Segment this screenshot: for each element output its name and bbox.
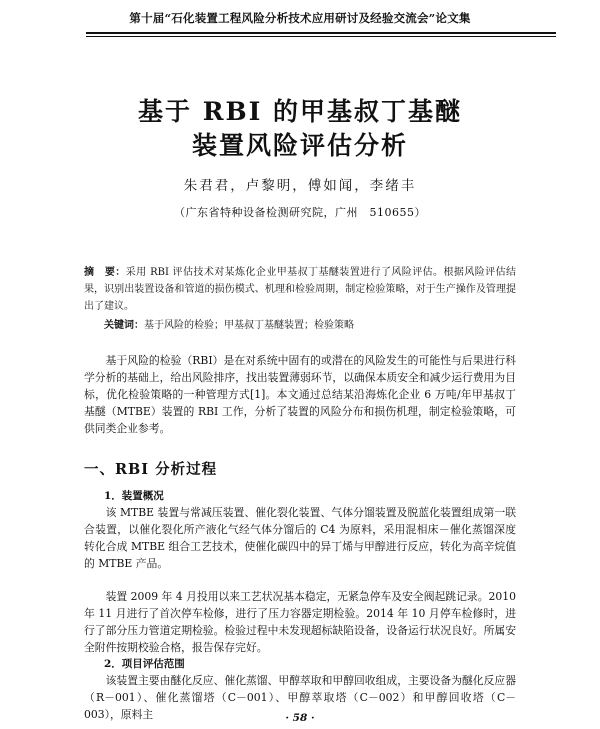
- header-rule-thick: [86, 32, 556, 34]
- page-number: · 58 ·: [285, 712, 315, 724]
- overview-paragraph-1: 该 MTBE 装置与常减压装置、催化裂化装置、气体分馏装置及脱蓝化装置组成第一联合装置，以催化裂化所产液化气经气体分馏后的 C4 为原料，采用混相床－催化蒸馏深度转化合成 MTBE 组合工艺技术，使催化碳四中的异丁烯与甲醇进行反应，转化为高辛烷值的 MTBE 产品。: [84, 506, 516, 570]
- abstract-label: 摘 要：: [84, 267, 126, 278]
- section-heading: 一、RBI 分析过程: [84, 461, 218, 478]
- scope-paragraph: 该装置主要由醚化反应、催化蒸馏、甲醇萃取和甲醇回收组成，主要设备为醚化反应器（R－001）、催化蒸馏塔（C－001）、甲醇萃取塔（C－002）和甲醇回收塔（C－003），原料主: [84, 674, 516, 721]
- running-head: 第十届“石化装置工程风险分析技术应用研讨及经验交流会”论文集: [129, 11, 471, 25]
- intro-paragraph: 基于风险的检验（RBI）是在对系统中固有的或潜在的风险发生的可能性与后果进行科学分析的基础上，给出风险排序，找出装置薄弱环节，以确保本质安全和减少运行费用为目标，优化检验策略的一种管理方式[1]。本文通过总结某沿海炼化企业 6 万吨/年甲基叔丁基醚（MTBE）装置的 RBI 工作，分析了装置的风险分布和损伤机理，制定检验策略，可供同类企业参考。: [84, 354, 516, 435]
- affiliation: （广东省特种设备检测研究院，广州 510655）: [174, 206, 426, 219]
- keywords: [104, 318, 516, 334]
- overview-paragraph-2: 装置 2009 年 4 月投用以来工艺状况基本稳定，无紧急停车及安全阀起跳记录。2010 年 11 月进行了首次停车检修，进行了压力容器定期检验。2014 年 10 月停车检修时，进行了部分压力管道定期检验。检验过程中未发现超标缺陷设备，设备运行状况良好。所属安全附件按期校验合格，报告保存完好。: [84, 590, 516, 654]
- title-line-1: 基于 RBI 的甲基叔丁基醚: [137, 97, 462, 126]
- subsection-heading-1: 1．装置概况: [104, 490, 164, 502]
- keywords-label: 关键词：: [104, 320, 144, 331]
- authors: 朱君君，卢黎明，傅如闻，李绪丰: [183, 178, 417, 194]
- title-line-2: 装置风险评估分析: [191, 131, 408, 160]
- abstract: [84, 264, 516, 315]
- abstract-text: 采用 RBI 评估技术对某炼化企业甲基叔丁基醚装置进行了风险评估。根据风险评估结果，识别出装置设备和管道的损伤模式、机理和检验周期，制定检验策略，对于生产操作及管理提出了建议。: [84, 267, 517, 312]
- keywords-text: 基于风险的检验；甲基叔丁基醚装置；检验策略: [144, 320, 354, 331]
- header-rule-thin: [86, 36, 556, 37]
- subsection-heading-2: 2．项目评估范围: [104, 658, 185, 670]
